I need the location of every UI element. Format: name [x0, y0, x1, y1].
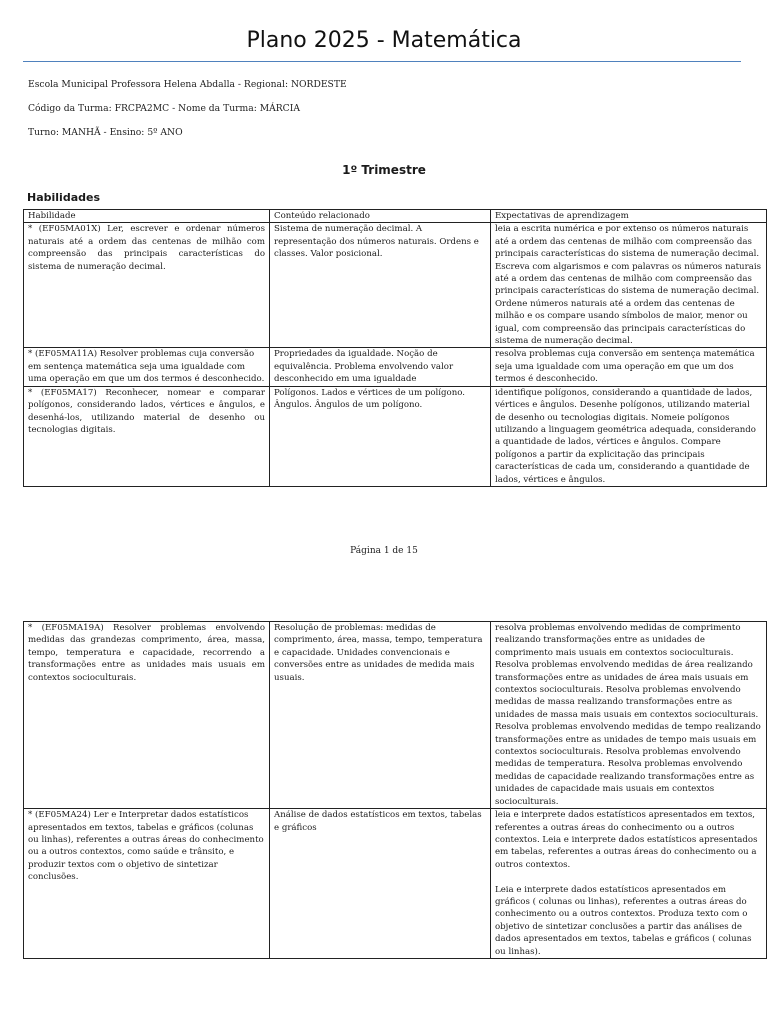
page-footer: Página 1 de 15: [350, 546, 418, 556]
expectativas-paragraph-2: Leia e interprete dados estatísticos apresentados em gráficos ( colunas ou linhas), referentes a outras áreas do conhecimento ou a outros contextos. Produza texto com o objetivo de sintetizar conclusões a partir das análises de dados apresentados em textos, tabelas e gráficos ( colunas ou linhas).: [495, 884, 752, 957]
class-line: Código da Turma: FRCPA2MC - Nome da Turma: MÁRCIA: [28, 103, 300, 114]
cell-conteudo: Sistema de numeração decimal. A representação dos números naturais. Ordens e classes. Valor posicional.: [270, 223, 491, 348]
trimester-heading: 1º Trimestre: [342, 163, 426, 177]
document-page-2: [0, 621, 768, 1024]
skills-table-continued: [23, 621, 767, 959]
cell-habilidade: * (EF05MA17) Reconhecer, nomear e comparar polígonos, considerando lados, vértices e ângulos, e desenhá-los, utilizando material de desenho ou tecnologias digitais.: [24, 386, 270, 486]
school-line: Escola Municipal Professora Helena Abdalla - Regional: NORDESTE: [28, 79, 347, 90]
table-row: [24, 223, 767, 348]
table-row: [24, 348, 767, 386]
table-row: [24, 386, 767, 486]
cell-habilidade: * (EF05MA24) Ler e Interpretar dados estatísticos apresentados em textos, tabelas e gráficos (colunas ou linhas), referentes a outras áreas do conhecimento ou a outros contextos, como saúde e trânsito, e produzir textos com o objetivo de sintetizar conclusões.: [24, 809, 270, 959]
table-header-row: [24, 210, 767, 223]
cell-expectativas: resolva problemas envolvendo medidas de comprimento realizando transformações entre as unidades de comprimento mais usuais em contextos socioculturais. Resolva problemas envolvendo medidas de área realizando transformações entre as unidades de área mais usuais em contextos socioculturais. Resolva problemas envolvendo medidas de massa realizando transformações entre as unidades de massa mais usuais em contextos socioculturais. Resolva problemas envolvendo medidas de tempo realizando transformações entre as unidades de tempo mais usuais em contextos socioculturais. Resolva problemas envolvendo medidas de temperatura. Resolva problemas envolvendo medidas de capacidade realizando transformações entre as unidades de capacidade mais usuais em contextos socioculturais.: [491, 622, 767, 809]
section-heading: Habilidades: [27, 191, 100, 204]
header-habilidade: Habilidade: [24, 210, 270, 223]
header-conteudo: Conteúdo relacionado: [270, 210, 491, 223]
document-title: Plano 2025 - Matemática: [246, 28, 522, 53]
cell-habilidade: * (EF05MA01X) Ler, escrever e ordenar números naturais até a ordem das centenas de milhão com compreensão das principais características do sistema de numeração decimal.: [24, 223, 270, 348]
table-row: [24, 809, 767, 959]
cell-conteudo: Resolução de problemas: medidas de comprimento, área, massa, tempo, temperatura e capacidade. Unidades convencionais e conversões entre as unidades de medida mais usuais.: [270, 622, 491, 809]
table-row: [24, 622, 767, 809]
cell-habilidade: * (EF05MA11A) Resolver problemas cuja conversão em sentença matemática seja uma igualdade com uma operação em que um dos termos é desconhecido.: [24, 348, 270, 386]
cell-conteudo: Propriedades da igualdade. Noção de equivalência. Problema envolvendo valor desconhecido em uma igualdade: [270, 348, 491, 386]
cell-expectativas: leia a escrita numérica e por extenso os números naturais até a ordem das centenas de milhão com compreensão das principais características do sistema de numeração decimal. Escreva com algarismos e com palavras os números naturais até a ordem das centenas de milhão com compreensão das principais características do sistema de numeração decimal. Ordene números naturais até a ordem das centenas de milhão e os compare usando símbolos de maior, menor ou igual, com compreensão das principais características do sistema de numeração decimal.: [491, 223, 767, 348]
header-expectativas: Expectativas de aprendizagem: [491, 210, 767, 223]
cell-conteudo: Polígonos. Lados e vértices de um polígono. Ângulos. Ângulos de um polígono.: [270, 386, 491, 486]
skills-table: [23, 209, 767, 487]
cell-expectativas: resolva problemas cuja conversão em sentença matemática seja uma igualdade com uma operação em que um dos termos é desconhecido.: [491, 348, 767, 386]
cell-expectativas: [491, 809, 767, 959]
cell-expectativas: identifique polígonos, considerando a quantidade de lados, vértices e ângulos. Desenhe polígonos, utilizando material de desenho ou tecnologias digitais. Nomeie polígonos utilizando a linguagem geométrica adequada, considerando a quantidade de lados, vértices e ângulos. Compare polígonos a partir da explicitação das principais características de cada um, considerando a quantidade de lados, vértices e ângulos.: [491, 386, 767, 486]
title-divider: [23, 61, 741, 62]
page-gap: [0, 571, 768, 621]
expectativas-paragraph-1: leia e interprete dados estatísticos apresentados em textos, referentes a outras áreas do conhecimento ou a outros contextos. Leia e interprete dados estatísticos apresentados em tabelas, referentes a outras áreas do conhecimento ou a outros contextos.: [495, 810, 758, 870]
paragraph-spacer: [495, 871, 762, 883]
cell-conteudo: Análise de dados estatísticos em textos, tabelas e gráficos: [270, 809, 491, 959]
shift-line: Turno: MANHÃ - Ensino: 5º ANO: [28, 127, 183, 138]
cell-habilidade: * (EF05MA19A) Resolver problemas envolvendo medidas das grandezas comprimento, área, massa, tempo, temperatura e capacidade, recorrendo a transformações entre as unidades mais usuais em contextos socioculturais.: [24, 622, 270, 809]
